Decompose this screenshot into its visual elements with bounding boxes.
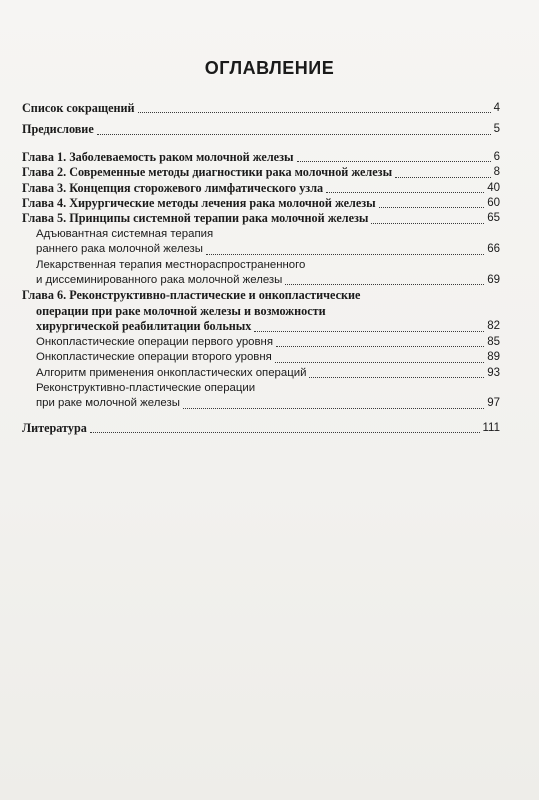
toc-subentry-algorithm[interactable] bbox=[22, 366, 500, 381]
toc-entry-label: Алгоритм применения онкопластических операций bbox=[36, 366, 307, 379]
toc-subentry-adjuvant-therapy[interactable] bbox=[22, 242, 500, 257]
toc-entry-label: Онкопластические операции первого уровня bbox=[36, 335, 274, 348]
table-of-contents bbox=[22, 101, 500, 436]
toc-page-number: 89 bbox=[487, 351, 500, 364]
toc-entry-label: Глава 4. Хирургические методы лечения рака молочной железы bbox=[22, 196, 376, 211]
toc-subentry-level-1[interactable] bbox=[22, 335, 500, 350]
toc-entry-chapter-4[interactable] bbox=[22, 196, 500, 211]
toc-subentry-drug-therapy[interactable] bbox=[22, 273, 500, 288]
toc-subentry-line: Реконструктивно-пластические операции bbox=[36, 381, 256, 394]
toc-subentry-line: Адъювантная системная терапия bbox=[36, 227, 214, 240]
toc-page-number: 97 bbox=[487, 397, 500, 410]
toc-entry-label: Литература bbox=[22, 420, 87, 435]
toc-entry-label: Глава 5. Принципы системной терапии рака молочной железы bbox=[22, 211, 369, 226]
dot-leader bbox=[90, 432, 480, 433]
toc-page-number: 66 bbox=[487, 243, 500, 256]
toc-entry-label: раннего рака молочной железы bbox=[36, 243, 203, 256]
dot-leader bbox=[309, 377, 484, 378]
toc-page-number: 65 bbox=[487, 212, 500, 225]
toc-entry-label: хирургической реабилитации больных bbox=[36, 319, 252, 334]
toc-page-number: 93 bbox=[487, 366, 500, 379]
page-title: ОГЛАВЛЕНИЕ bbox=[204, 58, 335, 78]
toc-entry-label: и диссеминированного рака молочной железы bbox=[36, 274, 283, 287]
toc-entry-label: Глава 1. Заболеваемость раком молочной железы bbox=[22, 149, 294, 164]
toc-page-number: 40 bbox=[487, 181, 500, 194]
toc-entry-label: при раке молочной железы bbox=[36, 397, 180, 410]
toc-entry-chapter-1[interactable] bbox=[22, 150, 500, 165]
dot-leader bbox=[395, 177, 490, 178]
toc-page-number: 85 bbox=[487, 335, 500, 348]
toc-entry-chapter-3[interactable] bbox=[22, 181, 500, 196]
dot-leader bbox=[275, 362, 484, 363]
dot-leader bbox=[371, 223, 484, 224]
toc-page-number: 69 bbox=[487, 274, 500, 287]
toc-entry-abbreviations[interactable] bbox=[22, 101, 500, 116]
dot-leader bbox=[326, 192, 484, 193]
dot-leader bbox=[206, 254, 484, 255]
toc-entry-chapter-2[interactable] bbox=[22, 165, 500, 180]
dot-leader bbox=[276, 346, 484, 347]
toc-subentry-level-2[interactable] bbox=[22, 350, 500, 365]
toc-page-number: 111 bbox=[482, 421, 500, 434]
toc-chapter-6-line: Глава 6. Реконструктивно-пластические и онкопластические bbox=[22, 288, 361, 303]
dot-leader bbox=[97, 134, 491, 135]
toc-entry-label: Глава 2. Современные методы диагностики рака молочной железы bbox=[22, 165, 393, 180]
dot-leader bbox=[138, 112, 491, 113]
toc-page-number: 82 bbox=[487, 320, 500, 333]
toc-page-number: 8 bbox=[493, 166, 500, 179]
toc-entry-label: Глава 3. Концепция сторожевого лимфатического узла bbox=[22, 180, 324, 195]
toc-entry-label: Онкопластические операции второго уровня bbox=[36, 351, 272, 364]
toc-subentry-reconstructive[interactable] bbox=[22, 396, 500, 411]
toc-entry-chapter-6[interactable] bbox=[22, 319, 500, 334]
toc-entry-label: Список сокращений bbox=[22, 101, 135, 115]
toc-page-number: 5 bbox=[493, 123, 500, 136]
toc-page-number: 60 bbox=[487, 197, 500, 210]
toc-subentry-line: Лекарственная терапия местнораспространенного bbox=[36, 258, 306, 271]
toc-page-number: 6 bbox=[493, 150, 500, 163]
toc-entry-label: Предисловие bbox=[22, 122, 94, 137]
dot-leader bbox=[379, 207, 485, 208]
toc-entry-preface[interactable] bbox=[22, 122, 500, 137]
toc-entry-chapter-5[interactable] bbox=[22, 211, 500, 226]
toc-entry-literature[interactable] bbox=[22, 421, 500, 436]
dot-leader bbox=[183, 408, 484, 409]
dot-leader bbox=[297, 161, 491, 162]
toc-page-number: 4 bbox=[493, 102, 500, 114]
toc-chapter-6-line: операции при раке молочной железы и возможности bbox=[36, 303, 326, 318]
dot-leader bbox=[285, 284, 484, 285]
dot-leader bbox=[254, 331, 484, 332]
